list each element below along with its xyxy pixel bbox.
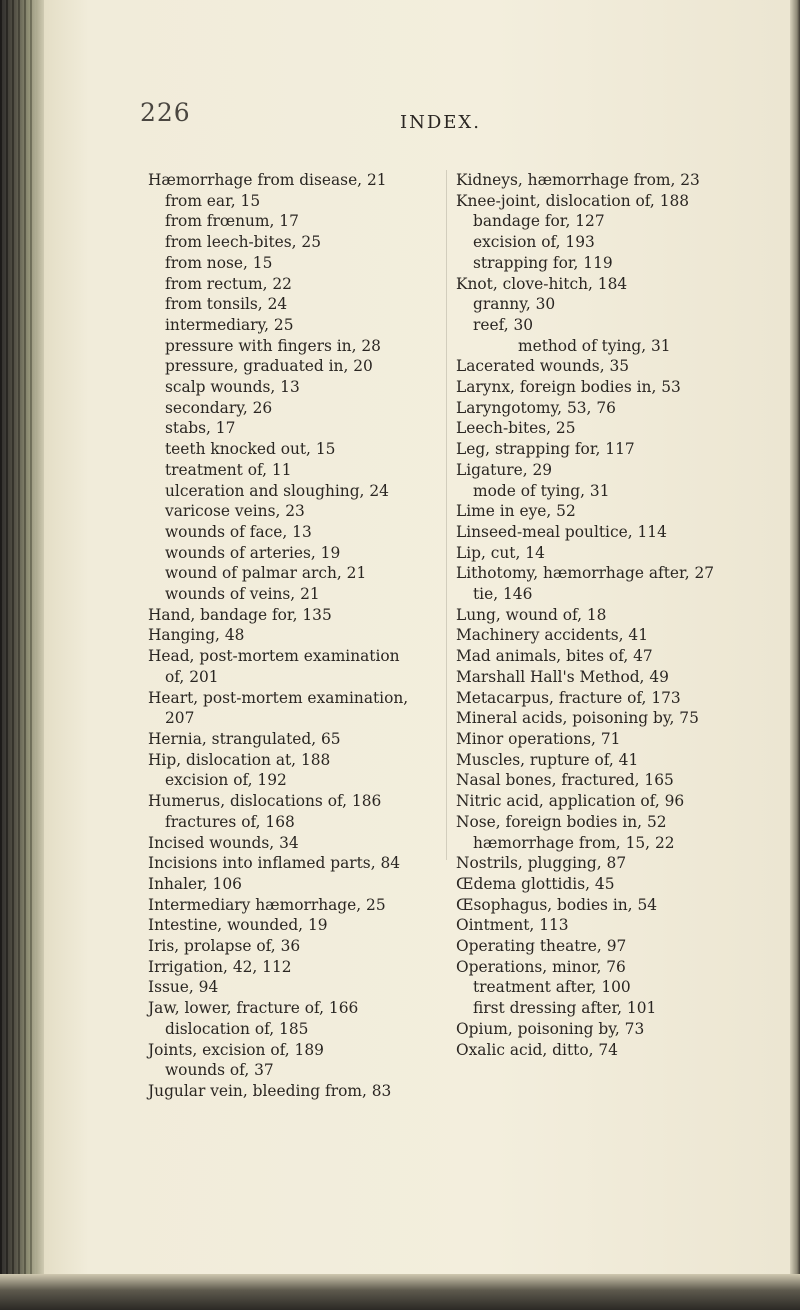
index-entry: Operations, minor, 76 bbox=[456, 957, 626, 976]
index-entry: Mad animals, bites of, 47 bbox=[456, 647, 653, 666]
index-column-left bbox=[148, 170, 428, 1102]
index-subentry: wounds of veins, 21 bbox=[165, 585, 320, 604]
index-entry: Incisions into inflamed parts, 84 bbox=[148, 854, 401, 873]
index-entry: Heart, post-mortem examination, bbox=[148, 688, 409, 707]
index-subentry: secondary, 26 bbox=[165, 398, 273, 417]
index-entry: Nose, foreign bodies in, 52 bbox=[456, 812, 667, 831]
index-entry: Knot, clove-hitch, 184 bbox=[456, 274, 628, 293]
index-subentry: mode of tying, 31 bbox=[473, 481, 610, 500]
index-entry: Muscles, rupture of, 41 bbox=[456, 750, 639, 769]
index-entry: Œdema glottidis, 45 bbox=[456, 874, 615, 893]
index-subentry: from tonsils, 24 bbox=[165, 295, 288, 314]
index-entry: Minor operations, 71 bbox=[456, 729, 621, 748]
index-entry: Nasal bones, fractured, 165 bbox=[456, 771, 674, 790]
index-entry: Issue, 94 bbox=[148, 978, 219, 997]
index-entry: Hæmorrhage from disease, 21 bbox=[148, 171, 387, 189]
index-entry: Laryngotomy, 53, 76 bbox=[456, 398, 616, 417]
index-entry: Incised wounds, 34 bbox=[148, 833, 299, 852]
index-subentry: dislocation of, 185 bbox=[165, 1019, 309, 1038]
page-edge-bottom bbox=[0, 1274, 800, 1310]
index-entry: Kidneys, hæmorrhage from, 23 bbox=[456, 171, 700, 189]
index-entry: Lime in eye, 52 bbox=[456, 502, 576, 521]
index-subentry: from nose, 15 bbox=[165, 253, 273, 272]
index-entry: Joints, excision of, 189 bbox=[148, 1040, 324, 1059]
index-column-right bbox=[456, 170, 796, 1060]
index-entry: Intermediary hæmorrhage, 25 bbox=[148, 895, 386, 914]
index-entry: Œsophagus, bodies in, 54 bbox=[456, 895, 658, 914]
index-entry: Oxalic acid, ditto, 74 bbox=[456, 1040, 618, 1059]
index-subentry: pressure, graduated in, 20 bbox=[165, 357, 373, 376]
binding-texture bbox=[0, 0, 36, 1310]
index-entry: Leg, strapping for, 117 bbox=[456, 440, 635, 459]
index-entry: Lung, wound of, 18 bbox=[456, 605, 607, 624]
index-subentry: bandage for, 127 bbox=[473, 212, 605, 231]
index-entry: Humerus, dislocations of, 186 bbox=[148, 792, 382, 811]
index-subentry: first dressing after, 101 bbox=[473, 999, 657, 1018]
index-subentry: of, 201 bbox=[165, 667, 219, 686]
index-entry: Inhaler, 106 bbox=[148, 874, 242, 893]
index-entry: Iris, prolapse of, 36 bbox=[148, 937, 301, 956]
index-entry: Jaw, lower, fracture of, 166 bbox=[148, 999, 359, 1018]
index-entry: Hernia, strangulated, 65 bbox=[148, 729, 341, 748]
index-subentry: 207 bbox=[165, 709, 195, 728]
index-subentry: scalp wounds, 13 bbox=[165, 378, 300, 397]
index-subentry: wounds of arteries, 19 bbox=[165, 543, 341, 562]
page-number: 226 bbox=[140, 98, 191, 127]
column-divider bbox=[446, 170, 447, 860]
index-subentry: wounds of, 37 bbox=[165, 1061, 274, 1080]
index-subentry: treatment of, 11 bbox=[165, 460, 292, 479]
index-entry: Hanging, 48 bbox=[148, 626, 245, 645]
index-entry: Irrigation, 42, 112 bbox=[148, 957, 292, 976]
index-subentry: hæmorrhage from, 15, 22 bbox=[473, 833, 675, 852]
index-entry: Mineral acids, poisoning by, 75 bbox=[456, 709, 699, 728]
index-entry: Hip, dislocation at, 188 bbox=[148, 750, 331, 769]
index-subentry: from frœnum, 17 bbox=[165, 212, 299, 231]
index-entry: Hand, bandage for, 135 bbox=[148, 605, 332, 624]
index-entry: Metacarpus, fracture of, 173 bbox=[456, 688, 681, 707]
index-entry: Leech-bites, 25 bbox=[456, 419, 576, 438]
index-subentry: wounds of face, 13 bbox=[165, 522, 312, 541]
index-entry: Lithotomy, hæmorrhage after, 27 bbox=[456, 564, 715, 583]
index-subentry: stabs, 17 bbox=[165, 419, 236, 438]
index-subentry: granny, 30 bbox=[473, 295, 556, 314]
index-entry: Head, post-mortem examination bbox=[148, 647, 400, 666]
index-subentry: teeth knocked out, 15 bbox=[165, 440, 336, 459]
index-subentry: excision of, 193 bbox=[473, 233, 595, 252]
running-head: INDEX. bbox=[400, 112, 481, 133]
index-entry: Machinery accidents, 41 bbox=[456, 626, 649, 645]
index-subentry: intermediary, 25 bbox=[165, 315, 294, 334]
index-subentry: fractures of, 168 bbox=[165, 812, 295, 831]
index-entry: Ointment, 113 bbox=[456, 916, 569, 935]
index-subentry: varicose veins, 23 bbox=[165, 502, 305, 521]
index-entry: Larynx, foreign bodies in, 53 bbox=[456, 378, 681, 397]
index-subentry: treatment after, 100 bbox=[473, 978, 631, 997]
index-subentry: from ear, 15 bbox=[165, 191, 261, 210]
index-entry: Operating theatre, 97 bbox=[456, 937, 627, 956]
index-subentry: wound of palmar arch, 21 bbox=[165, 564, 367, 583]
index-entry: Marshall Hall's Method, 49 bbox=[456, 667, 669, 686]
index-subentry: pressure with fingers in, 28 bbox=[165, 336, 381, 355]
index-entry: Lacerated wounds, 35 bbox=[456, 357, 630, 376]
index-subentry: reef, 30 bbox=[473, 315, 534, 334]
index-entry: Nostrils, plugging, 87 bbox=[456, 854, 627, 873]
index-entry: Lip, cut, 14 bbox=[456, 543, 545, 562]
index-entry: Jugular vein, bleeding from, 83 bbox=[148, 1081, 392, 1100]
index-subentry: method of tying, 31 bbox=[518, 336, 671, 355]
index-subentry: tie, 146 bbox=[473, 585, 533, 604]
index-subentry: from rectum, 22 bbox=[165, 274, 292, 293]
index-entry: Opium, poisoning by, 73 bbox=[456, 1019, 645, 1038]
index-entry: Intestine, wounded, 19 bbox=[148, 916, 328, 935]
index-subentry: ulceration and sloughing, 24 bbox=[165, 481, 389, 500]
index-entry: Ligature, 29 bbox=[456, 460, 553, 479]
index-entry: Nitric acid, application of, 96 bbox=[456, 792, 685, 811]
index-entry: Linseed-meal poultice, 114 bbox=[456, 522, 667, 541]
index-subentry: from leech-bites, 25 bbox=[165, 233, 322, 252]
index-subentry: excision of, 192 bbox=[165, 771, 287, 790]
index-entry: Knee-joint, dislocation of, 188 bbox=[456, 191, 690, 210]
index-subentry: strapping for, 119 bbox=[473, 253, 613, 272]
